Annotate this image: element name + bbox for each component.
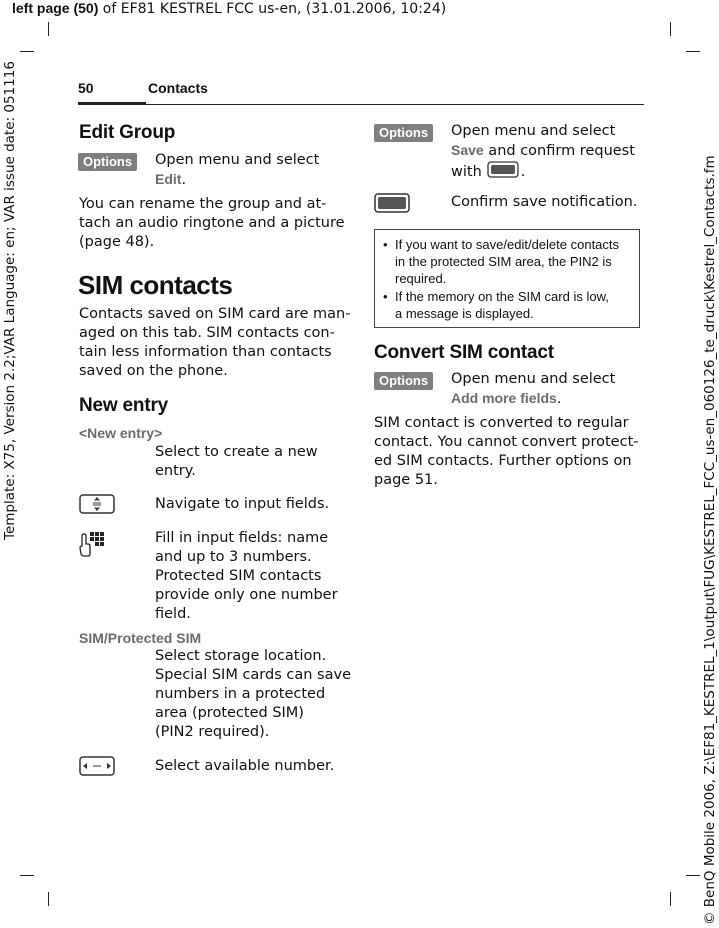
menu-edit: Edit <box>155 171 182 187</box>
crop-mark-tl-h <box>20 51 34 52</box>
sim-contacts-body-line: Contacts saved on SIM card are man- <box>79 306 351 322</box>
edit-group-body-line: tach an audio ringtone and a picture <box>79 215 345 231</box>
header-rule <box>78 104 644 105</box>
new-entry-desc <box>155 443 318 481</box>
convert-body <box>374 414 639 490</box>
bullet: • <box>383 237 388 252</box>
menu-save: Save <box>451 142 484 158</box>
fill-fields-desc-line: field. <box>155 606 191 622</box>
new-entry-desc-line: Select to create a new <box>155 444 318 460</box>
new-entry-desc-line: entry. <box>155 463 196 479</box>
select-number-desc: Select available number. <box>155 758 335 774</box>
print-info-line <box>12 0 446 17</box>
note-line: If you want to save/edit/delete contacts <box>395 237 620 252</box>
fill-fields-desc-line: provide only one number <box>155 587 338 603</box>
page-number: 50 <box>78 80 94 96</box>
storage-location-desc-line: Select storage location. <box>155 648 327 664</box>
convert-desc-line2 <box>451 389 615 409</box>
save-desc-end: . <box>520 164 526 180</box>
convert-body-line: page 51. <box>374 472 438 488</box>
confirm-save-desc: Confirm save notification. <box>451 194 638 210</box>
options-softkey-2: Options <box>374 122 433 142</box>
crop-mark-br-h <box>686 875 700 876</box>
sim-contacts-body-line: tain less information than contacts <box>79 344 332 360</box>
options-softkey-1: Options <box>78 151 137 171</box>
fill-fields-desc-line: and up to 3 numbers. <box>155 549 312 565</box>
note-line: If the memory on the SIM card is low, <box>395 289 609 304</box>
storage-location-desc-line: (PIN2 required). <box>155 724 270 740</box>
convert-body-line: contact. You cannot convert protect- <box>374 434 639 450</box>
print-info-page: left page (50) <box>12 0 99 16</box>
save-desc-with: with <box>451 164 482 180</box>
bullet: • <box>383 289 388 304</box>
sim-protected-label: SIM/Protected SIM <box>79 630 202 646</box>
note-item <box>383 236 631 287</box>
new-entry-label: <New entry> <box>79 425 163 441</box>
note-line: a message is displayed. <box>395 306 534 321</box>
save-desc-line1: Open menu and select <box>451 123 616 139</box>
fill-fields-desc <box>155 529 338 624</box>
convert-body-line: SIM contact is converted to regular <box>374 415 629 431</box>
sim-contacts-body-line: saved on the phone. <box>79 363 228 379</box>
edit-group-body <box>79 195 345 252</box>
crop-mark-bl-v <box>48 892 49 906</box>
copyright-path-vertical: © BenQ Mobile 2006, Z:\EF81_KESTREL_1\output\FUG\KESTREL_FCC_us-en_060126_te_druck\Kestrel_Contacts.fm <box>702 155 718 925</box>
save-desc-line2-end: and confirm request <box>483 143 635 159</box>
convert-desc-line1: Open menu and select <box>451 371 616 387</box>
edit-group-desc <box>155 151 319 190</box>
chapter-title: Contacts <box>148 80 208 96</box>
convert-desc-end: . <box>556 391 562 407</box>
center-key-icon <box>487 161 519 184</box>
storage-location-desc <box>155 647 351 742</box>
edit-group-desc-end: . <box>181 172 187 188</box>
note-item <box>383 288 631 322</box>
crop-mark-bl-h <box>20 875 34 876</box>
sim-contacts-body <box>79 305 350 381</box>
save-desc-line2 <box>451 141 635 161</box>
navigate-fields-desc: Navigate to input fields. <box>155 496 330 512</box>
fill-fields-desc-line: Fill in input fields: name <box>155 530 329 546</box>
storage-location-desc-line: Special SIM cards can save <box>155 667 351 683</box>
fill-fields-desc-line: Protected SIM contacts <box>155 568 322 584</box>
keypad-input-icon <box>79 530 109 562</box>
note-line: required. <box>395 271 447 286</box>
confirm-key-icon <box>374 193 410 217</box>
edit-group-desc-line2 <box>155 170 319 190</box>
convert-body-line: ed SIM contacts. Further options on <box>374 453 632 469</box>
storage-location-desc-line: numbers in a protected <box>155 686 326 702</box>
note-box <box>374 229 640 328</box>
note-line: in the protected SIM area, the PIN2 is <box>395 254 612 269</box>
template-info-vertical: Template: X75, Version 2.2;VAR Language: en; VAR issue date: 051116 <box>2 61 18 540</box>
sim-contacts-heading: SIM contacts <box>78 270 233 300</box>
crop-mark-tr-v <box>670 22 671 36</box>
edit-group-body-line: (page 48). <box>79 234 155 250</box>
convert-desc <box>451 370 615 409</box>
menu-add-more-fields: Add more fields <box>451 390 557 406</box>
storage-location-desc-line: area (protected SIM) <box>155 705 304 721</box>
save-desc-line3 <box>451 161 635 184</box>
crop-mark-br-v <box>670 892 671 906</box>
save-desc <box>451 122 635 184</box>
edit-group-desc-line1: Open menu and select <box>155 152 320 168</box>
convert-sim-heading: Convert SIM contact <box>374 342 554 363</box>
edit-group-body-line: You can rename the group and at- <box>79 196 327 212</box>
crop-mark-tl-v <box>48 22 49 36</box>
nav-leftright-key-icon <box>79 756 115 780</box>
nav-updown-key-icon <box>79 494 115 518</box>
options-softkey-3: Options <box>374 370 433 390</box>
crop-mark-tr-h <box>686 51 700 52</box>
print-info-rest: of EF81 KESTREL FCC us-en, (31.01.2006, 10:24) <box>98 1 447 17</box>
sim-contacts-body-line: aged on this tab. SIM contacts con- <box>79 325 335 341</box>
new-entry-heading: New entry <box>79 395 169 416</box>
edit-group-heading: Edit Group <box>79 122 176 143</box>
